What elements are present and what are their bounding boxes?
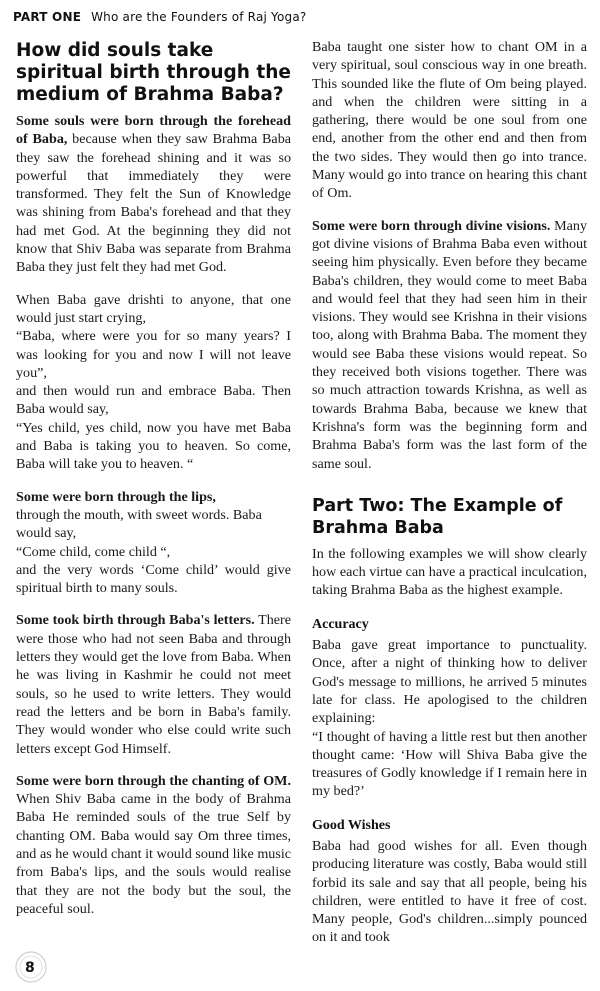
drishti-line-4: “Yes child, yes child, now you have met Baba and Baba is taking you to heaven. So come, Baba will take you to heaven. “ bbox=[16, 419, 291, 473]
left-column bbox=[16, 40, 291, 932]
paragraph-visions bbox=[312, 217, 587, 473]
lips-line-3: and the very words ‘Come child’ would give spiritual birth to many souls. bbox=[16, 561, 291, 597]
paragraph-forehead bbox=[16, 112, 291, 277]
paragraph-drishti bbox=[16, 291, 291, 474]
page-number: 8 bbox=[25, 960, 35, 976]
text-letters: There were those who had not seen Baba and through letters they would get the love from Baba. When he was living in Kashmir he could not meet souls, so he used to write letters. They would read the letters and be born in Baba's family. They would wonder who else could write such letters except God Himself. bbox=[16, 612, 291, 757]
paragraph-om bbox=[16, 772, 291, 918]
lead-forehead: Some souls were born through the forehead of Baba, bbox=[16, 113, 291, 148]
running-head bbox=[13, 10, 593, 24]
lead-om: Some were born through the chanting of OM. bbox=[16, 772, 291, 789]
paragraph-accuracy-quote: “I thought of having a little rest but then another thought came: ‘How will Shiva Baba give the treasures of Godly knowledge if I remain here in my bed?’ bbox=[312, 728, 587, 800]
lead-visions: Some were born through divine visions. bbox=[312, 217, 551, 234]
drishti-line-1: When Baba gave drishti to anyone, that one would just start crying, bbox=[16, 291, 291, 326]
lead-lips: Some were born through the lips, bbox=[16, 488, 216, 505]
lead-letters: Some took birth through Baba's letters. bbox=[16, 612, 255, 629]
lips-line-2: “Come child, come child “, bbox=[16, 543, 171, 560]
text-forehead: because when they saw Brahma Baba they saw the forehead shining and it was so powerful that immediately they were transformed. They felt the Sun of Knowledge was shining from Baba's forehead and that they had met God. At the beginning they did not know that Shiv Baba was separate from Brahma Baba they just felt they had met God. bbox=[16, 131, 291, 276]
paragraph-examples: In the following examples we will show clearly how each virtue can have a practical inculcation, taking Brahma Baba as the highest example. bbox=[312, 545, 587, 599]
drishti-line-2: “Baba, where were you for so many years? I was looking for you and now I will not leave you”, bbox=[16, 328, 291, 381]
lips-line-1: through the mouth, with sweet words. Baba would say, bbox=[16, 506, 262, 542]
drishti-line-3: and then would run and embrace Baba. Then Baba would say, bbox=[16, 383, 291, 418]
good-wishes-heading: Good Wishes bbox=[312, 817, 391, 833]
paragraph-letters bbox=[16, 611, 291, 757]
paragraph-accuracy: Baba gave great importance to punctuality. Once, after a night of thinking how to deliver God's message to millions, he arrived 5 minutes late for class. He apologised to the children explaining: bbox=[312, 637, 587, 727]
text-visions: Many got divine visions of Brahma Baba even without seeing him physically. Even before they became Baba's children, they would come to meet Baba and would feel that they had seen him in their visions. They would see Krishna in their visions too, along with Brahma Baba. The moment they would see Baba these visions would repeat. So they received both visions together. There was so much attraction towards Krishna, as well as towards Brahma Baba, because we knew that Krishna's form was the beginning form and Brahma Baba's form was the last form of the same soul. bbox=[312, 217, 588, 472]
paragraph-om-chant: Baba taught one sister how to chant OM in a very spiritual, soul conscious way in one breath. This sounded like the flute of Om being played. and when the children were sitting in a gathering, there would be one soul from one end, another from the other end and then from the two sides. They would then go into trance. Many would go into trance on hearing this chant of Om. bbox=[312, 39, 587, 202]
part-label: PART ONE bbox=[13, 10, 82, 24]
part-two-heading: Part Two: The Example of Brahma Baba bbox=[312, 495, 563, 538]
paragraph-good-wishes: Baba had good wishes for all. Even though producing literature was costly, Baba would still forbid its sale and say that all people, being his children, were entitled to have it free of cost. Many people, God's children...simply pounced on it and took bbox=[312, 837, 587, 946]
paragraph-lips bbox=[16, 488, 291, 598]
accuracy-heading: Accuracy bbox=[312, 616, 369, 632]
text-om: When Shiv Baba came in the body of Brahma Baba He reminded souls of the true Self by chanting OM. Baba would say Om three times, and as he would chant it would sound like music from Baba's lips, and the souls would realise that they are not the body but the soul, the peaceful soul. bbox=[16, 791, 291, 917]
section-heading: How did souls take spiritual birth through the medium of Brahma Baba? bbox=[16, 40, 291, 105]
right-column bbox=[312, 38, 587, 961]
chapter-title: Who are the Founders of Raj Yoga? bbox=[91, 10, 307, 24]
